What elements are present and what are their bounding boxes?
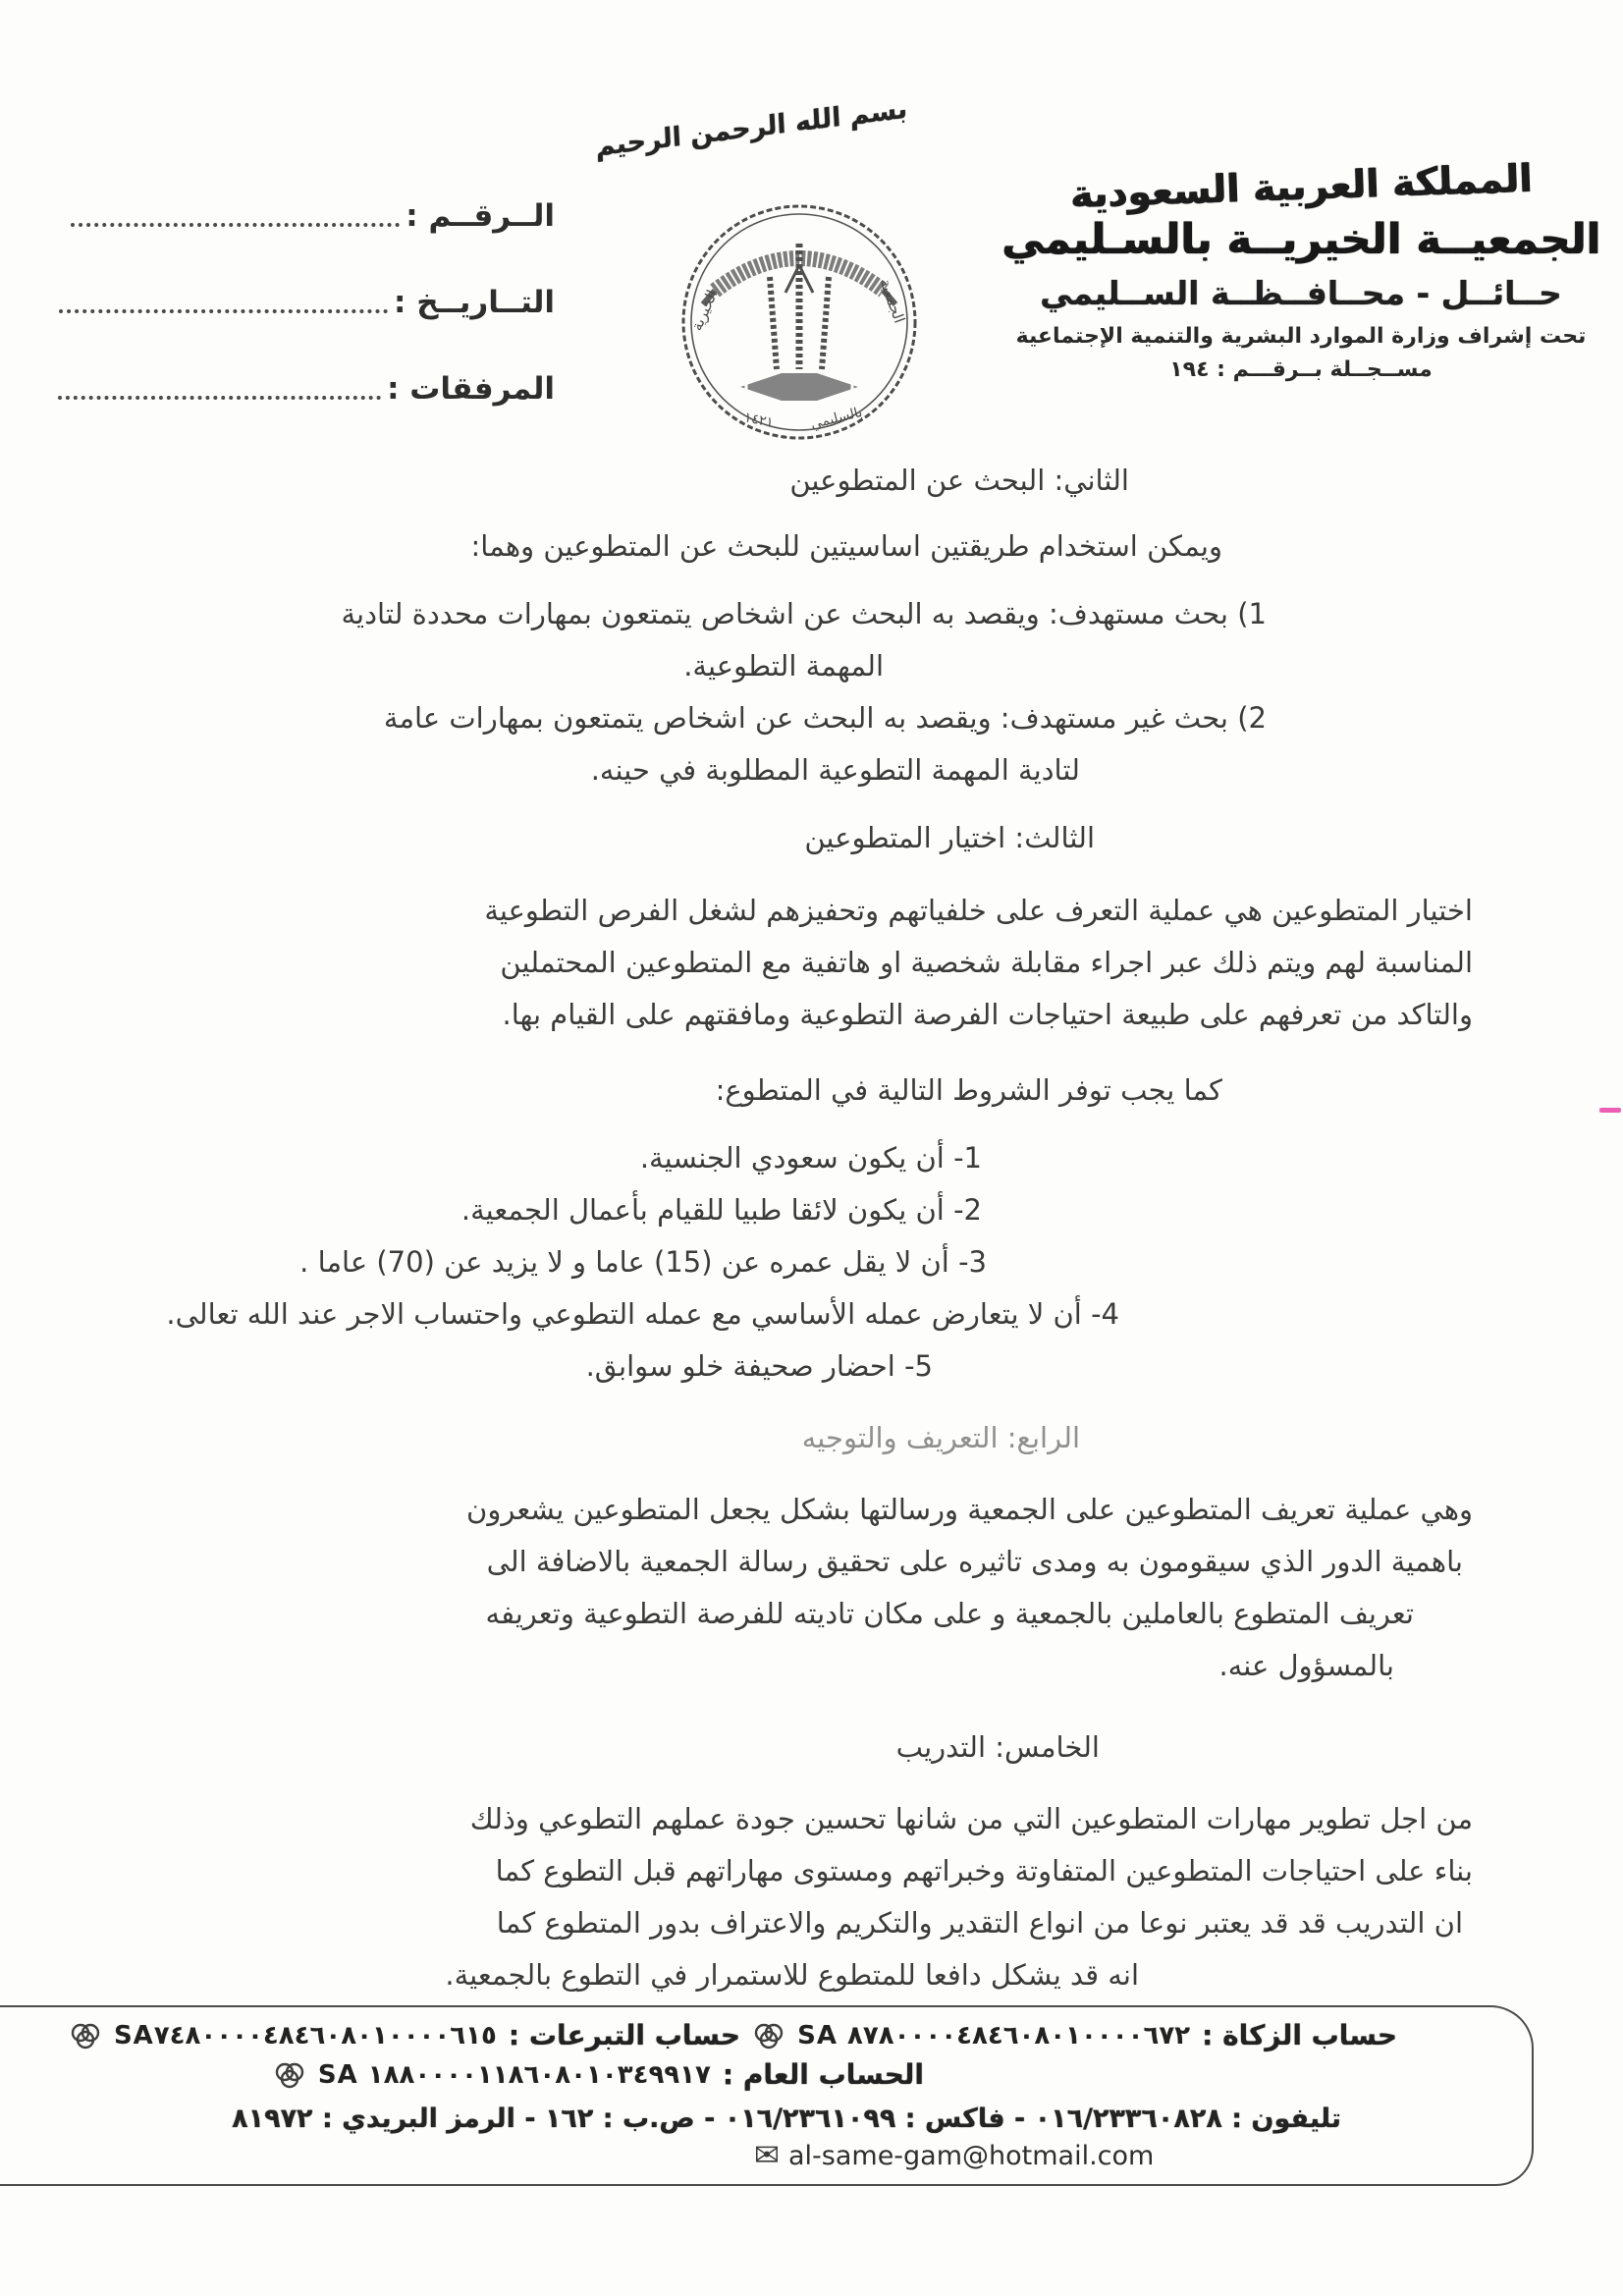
condition-item: 3- أن لا يقل عمره عن (15) عاما و لا يزيد عن (70) عاما .: [299, 1245, 987, 1279]
attachments-field-row: [54, 361, 555, 407]
body-line: وهي عملية تعريف المتطوعين على الجمعية ورسالتها بشكل يجعل المتطوعين يشعرون: [466, 1493, 1473, 1526]
emblem-text-right: الجمعية: [876, 276, 909, 326]
reference-fields: [54, 189, 555, 448]
email-address: al-same-gam@hotmail.com: [787, 2141, 1155, 2171]
number-field-row: [54, 189, 555, 234]
section4-title: الرابع: التعريف والتوجيه: [801, 1421, 1080, 1454]
kingdom-title: المملكة العربية السعودية: [1069, 156, 1533, 218]
wheat-stalk-right: [822, 277, 829, 369]
body-line: المناسبة لهم ويتم ذلك عبر اجراء مقابلة شخصية او هاتفية مع المتطوعين المحتملين: [500, 946, 1473, 979]
body-line: بالمسؤول عنه.: [1218, 1649, 1394, 1682]
body-line: المهمة التطوعية.: [683, 649, 884, 683]
scan-artifact: [1599, 1108, 1621, 1113]
bismillah-calligraphy: بسم الله الرحمن الرحيم: [594, 93, 908, 163]
body-line: والتاكد من تعرفهم على طبيعة احتياجات الفرصة التطوعية ومافقتهم على القيام بها.: [502, 998, 1473, 1031]
date-dotted-line: [59, 309, 388, 313]
handshake: [740, 373, 858, 401]
zakat-account-label: حساب الزكاة :: [1202, 2019, 1397, 2051]
bank-logo-icon: [69, 2021, 102, 2050]
number-dotted-line: [71, 223, 400, 227]
general-account-iban: SA ١٨٨٠٠٠٠١١٨٦٠٨٠١٠٣٤٩٩١٧: [317, 2059, 711, 2090]
zakat-account-iban: SA ٨٧٨٠٠٠٠٤٨٤٦٠٨٠١٠٠٠٠٦٧٢: [797, 2020, 1191, 2050]
condition-item: 5- احضار صحيفة خلو سوابق.: [585, 1349, 933, 1383]
body-line: 1) بحث مستهدف: ويقصد به البحث عن اشخاص يتمتعون بمهارات محددة لتادية: [341, 597, 1267, 630]
emblem-text-bottom-right: بالسليمي: [809, 404, 864, 433]
organization-name: الجمعيــة الخيريــة بالسـليمي: [1001, 215, 1601, 264]
bank-logo-icon: [752, 2021, 785, 2050]
section5-title: الخامس: التدريب: [895, 1730, 1100, 1764]
emblem-text-left: الخيرية: [687, 287, 722, 334]
condition-item: 2- أن يكون لائقا طبيا للقيام بأعمال الجمعية.: [460, 1193, 982, 1227]
donations-account-label: حساب التبرعات :: [508, 2019, 741, 2051]
email-line: [754, 2138, 1155, 2173]
date-label: التــاريــخ :: [394, 285, 555, 320]
donations-account-iban: SA٧٤٨٠٠٠٠٤٨٤٦٠٨٠١٠٠٠٠٦١٥: [113, 2020, 497, 2050]
body-line: تعريف المتطوع بالعاملين بالجمعية و على مكان تاديته للفرصة التطوعية وتعريفه: [485, 1597, 1414, 1630]
attachments-dotted-line: [58, 396, 381, 400]
general-account-label: الحساب العام :: [722, 2058, 924, 2091]
body-line: انه قد يشكل دافعا للمتطوع للاستمرار في التطوع بالجمعية.: [445, 1958, 1139, 1992]
body-line: من اجل تطوير مهارات المتطوعين التي من شانها تحسين جودة عملهم التطوعي وذلك: [469, 1802, 1473, 1835]
org-emblem-logo: [676, 175, 923, 452]
body-line: كما يجب توفر الشروط التالية في المتطوع:: [715, 1073, 1222, 1107]
organization-location: حــائــل - محــافــظــة الســليمي: [1040, 274, 1562, 312]
number-label: الــرقــم :: [406, 198, 555, 234]
attachments-label: المرفقات :: [387, 371, 555, 407]
body-line: بناء على احتياجات المتطوعين المتفاوتة وخبراتهم ومستوى مهاراتهم قبل التطوع كما: [495, 1854, 1473, 1887]
document-body: [145, 455, 1473, 2001]
body-line: ويمكن استخدام طريقتين اساسيتين للبحث عن المتطوعين وهما:: [470, 529, 1222, 563]
date-field-row: [54, 275, 555, 320]
body-line: باهمية الدور الذي سيقومون به ومدى تاثيره على تحقيق رسالة الجمعية بالاضافة الى: [486, 1545, 1463, 1578]
body-line: 2) بحث غير مستهدف: ويقصد به البحث عن اشخاص يتمتعون بمهارات عامة: [383, 701, 1267, 735]
body-line: لتادية المهمة التطوعية المطلوبة في حينه.: [590, 753, 1080, 787]
body-line: ان التدريب قد قد يعتبر نوعا من انواع التقدير والتكريم والاعتراف بدور المتطوع كما: [496, 1906, 1463, 1940]
accounts-line-1: [69, 2019, 1397, 2051]
envelope-icon: ✉: [754, 2138, 780, 2173]
emblem-text-year: ١٤٢١: [742, 410, 776, 432]
accounts-line-2: [273, 2058, 924, 2091]
body-line: اختيار المتطوعين هي عملية التعرف على خلفياتهم وتحفيزهم لشغل الفرص التطوعية: [484, 894, 1473, 927]
condition-item: 4- أن لا يتعارض عمله الأساسي مع عمله التطوعي واحتساب الاجر عند الله تعالى.: [166, 1297, 1119, 1331]
section2-title: الثاني: البحث عن المتطوعين: [789, 464, 1129, 497]
registration-number: مســجــلة بــرقـــم : ١٩٤: [1169, 357, 1433, 382]
section3-title: الثالث: اختيار المتطوعين: [804, 821, 1095, 854]
contact-info-line: تليفون : ٠١٦/٢٣٣٦٠٨٢٨ - فاكس : ٠١٦/٢٣٦١٠٩٩ - ص.ب : ١٦٢ - الرمز البريدي : ٨١٩٧٢: [232, 2104, 1341, 2134]
bank-logo-icon: [273, 2060, 306, 2090]
wheat-stalk-left: [770, 277, 777, 369]
letterhead-right-block: [987, 156, 1615, 382]
org-emblem: [676, 175, 923, 456]
condition-item: 1- أن يكون سعودي الجنسية.: [639, 1141, 982, 1175]
supervision-line: تحت إشراف وزارة الموارد البشرية والتنمية الإجتماعية: [1015, 324, 1587, 349]
